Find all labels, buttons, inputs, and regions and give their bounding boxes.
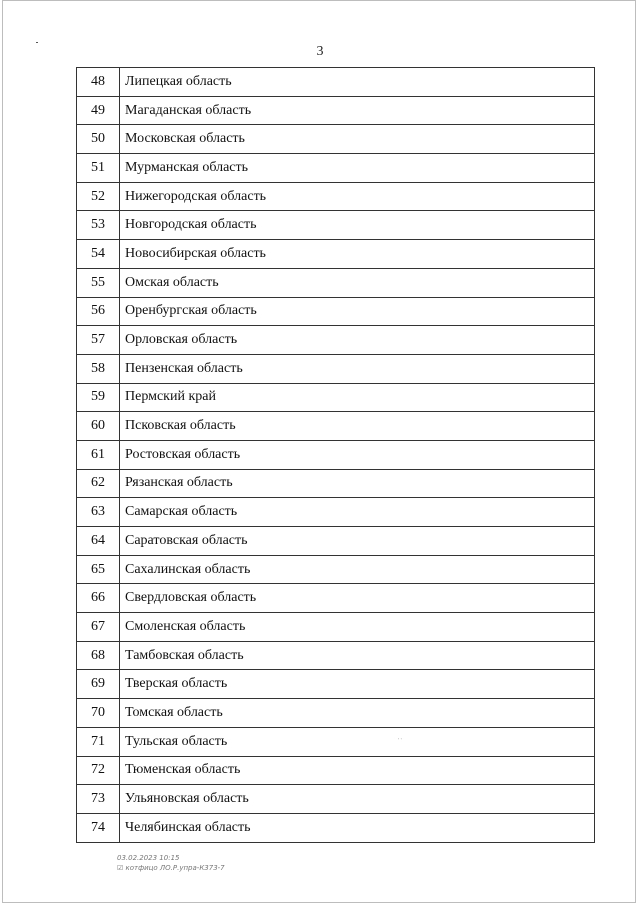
region-name: Магаданская область [120,96,595,125]
table-row [77,785,595,814]
row-number: 61 [77,440,120,469]
table-row [77,326,595,355]
region-name: Ульяновская область [120,785,595,814]
row-number: 72 [77,756,120,785]
region-name: Рязанская область [120,469,595,498]
regions-table [76,67,595,843]
row-number: 68 [77,641,120,670]
row-number: 74 [77,813,120,842]
row-number: 64 [77,527,120,556]
region-name: Орловская область [120,326,595,355]
region-name: Мурманская область [120,154,595,183]
row-number: 52 [77,182,120,211]
region-name: Томская область [120,699,595,728]
row-number: 58 [77,354,120,383]
region-name: Псковская область [120,412,595,441]
table-row [77,96,595,125]
region-name: Саратовская область [120,527,595,556]
region-name: Ростовская область [120,440,595,469]
row-number: 73 [77,785,120,814]
page-number: 3 [316,44,324,59]
region-name: Челябинская область [120,813,595,842]
footer-stamp-date: 03.02.2023 10:15 [117,854,180,862]
table-row [77,527,595,556]
region-name: Новгородская область [120,211,595,240]
table-row [77,240,595,269]
region-name: Тверская область [120,670,595,699]
region-name: Новосибирская область [120,240,595,269]
region-name: Тамбовская область [120,641,595,670]
row-number: 70 [77,699,120,728]
table-row [77,68,595,97]
table-row [77,813,595,842]
table-row [77,469,595,498]
table-row [77,182,595,211]
table-row [77,613,595,642]
row-number: 69 [77,670,120,699]
row-number: 67 [77,613,120,642]
row-number: 62 [77,469,120,498]
region-name: Самарская область [120,498,595,527]
table-row [77,268,595,297]
table-row [77,699,595,728]
table-row [77,727,595,756]
footer-stamp-code: ☑ котфицо ЛО.Р.упра-К373-7 [117,864,225,872]
region-name: Смоленская область [120,613,595,642]
region-name: Липецкая область [120,68,595,97]
row-number: 49 [77,96,120,125]
table-row [77,641,595,670]
row-number: 59 [77,383,120,412]
row-number: 65 [77,555,120,584]
region-name: Тульская область [120,727,595,756]
row-number: 60 [77,412,120,441]
table-row [77,154,595,183]
row-number: 54 [77,240,120,269]
table-row [77,440,595,469]
table-row [77,756,595,785]
row-number: 66 [77,584,120,613]
table-row [77,412,595,441]
scan-speck [36,42,38,43]
region-name: Омская область [120,268,595,297]
row-number: 57 [77,326,120,355]
region-name: Сахалинская область [120,555,595,584]
row-number: 63 [77,498,120,527]
footer-stamp [117,853,225,873]
table-row [77,297,595,326]
table-row [77,584,595,613]
table-row [77,555,595,584]
row-number: 50 [77,125,120,154]
faint-mark: ' ' [398,738,402,744]
row-number: 55 [77,268,120,297]
region-name: Оренбургская область [120,297,595,326]
region-name: Пензенская область [120,354,595,383]
table-row [77,125,595,154]
table-row [77,211,595,240]
table-row [77,670,595,699]
row-number: 56 [77,297,120,326]
row-number: 71 [77,727,120,756]
region-name: Тюменская область [120,756,595,785]
region-name: Нижегородская область [120,182,595,211]
region-name: Свердловская область [120,584,595,613]
regions-table-body [77,68,595,843]
table-row [77,354,595,383]
table-row [77,498,595,527]
table-row [77,383,595,412]
region-name: Московская область [120,125,595,154]
row-number: 51 [77,154,120,183]
region-name: Пермский край [120,383,595,412]
row-number: 48 [77,68,120,97]
row-number: 53 [77,211,120,240]
